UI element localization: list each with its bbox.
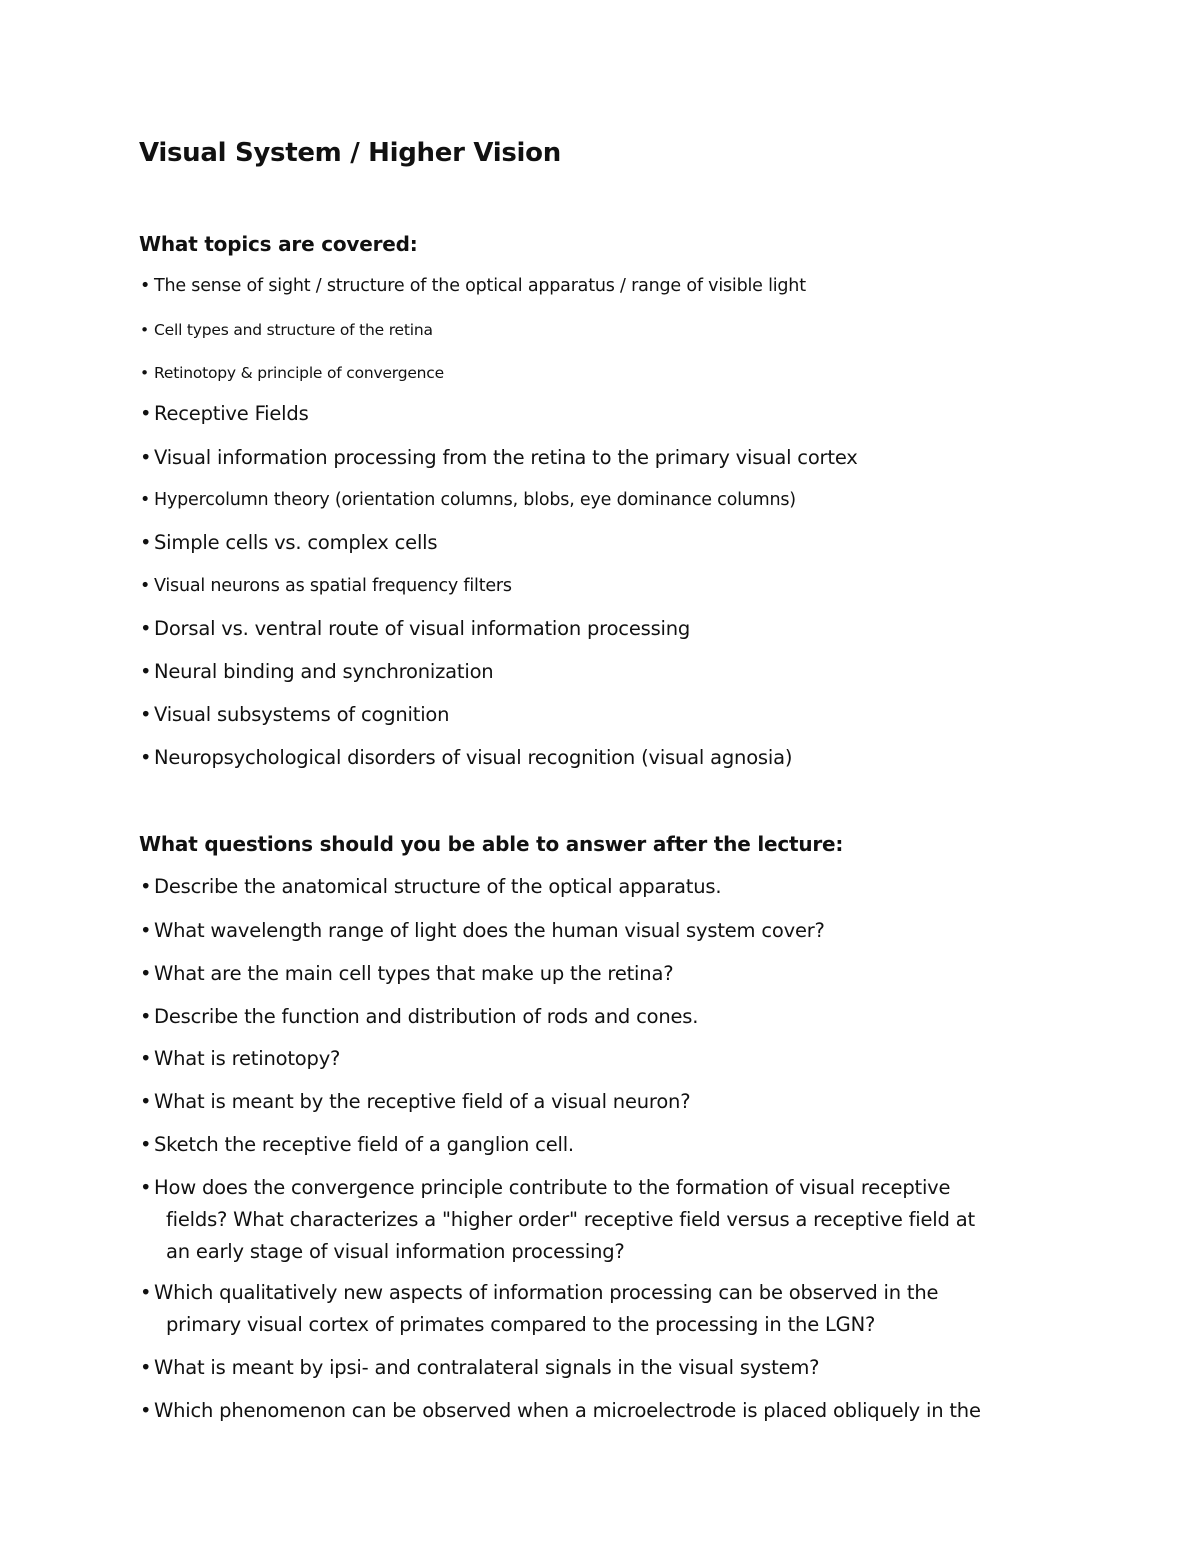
document-title: Visual System / Higher Vision: [139, 138, 561, 168]
bullet-icon: •: [140, 364, 149, 382]
bullet-icon: •: [140, 490, 151, 510]
bullet-icon: •: [140, 1005, 152, 1028]
bullet-icon: •: [140, 1281, 152, 1304]
bullet-icon: •: [140, 321, 149, 339]
topic-item: • Visual neurons as spatial frequency filters: [140, 576, 512, 596]
topic-item: • Visual information processing from the retina to the primary visual cortex: [140, 446, 858, 469]
topic-item: • Receptive Fields: [140, 402, 309, 425]
bullet-icon: •: [140, 1176, 152, 1199]
question-item: • What is meant by the receptive field of a visual neuron?: [140, 1086, 690, 1118]
bullet-icon: •: [140, 1356, 152, 1379]
bullet-icon: •: [140, 446, 152, 469]
topic-item: • Hypercolumn theory (orientation columns, blobs, eye dominance columns): [140, 490, 796, 510]
questions-heading: What questions should you be able to answer after the lecture:: [139, 832, 844, 856]
question-item: • Sketch the receptive field of a ganglion cell.: [140, 1129, 574, 1161]
question-item: • What is meant by ipsi- and contralateral signals in the visual system?: [140, 1352, 819, 1384]
bullet-icon: •: [140, 875, 152, 898]
topic-item: • The sense of sight / structure of the optical apparatus / range of visible light: [140, 276, 806, 296]
topic-item: • Neuropsychological disorders of visual recognition (visual agnosia): [140, 746, 793, 769]
topic-item: • Simple cells vs. complex cells: [140, 531, 438, 554]
topics-heading: What topics are covered:: [139, 232, 418, 256]
bullet-icon: •: [140, 402, 152, 425]
bullet-icon: •: [140, 962, 152, 985]
bullet-icon: •: [140, 1047, 152, 1070]
bullet-icon: •: [140, 1133, 152, 1156]
question-item: • Which qualitatively new aspects of information processing can be observed in the primary visual cortex of primates compared to the processing in the LGN?: [140, 1277, 938, 1341]
bullet-icon: •: [140, 746, 152, 769]
question-item: • Which phenomenon can be observed when a microelectrode is placed obliquely in the: [140, 1395, 981, 1427]
bullet-icon: •: [140, 919, 152, 942]
bullet-icon: •: [140, 531, 152, 554]
question-item: • How does the convergence principle contribute to the formation of visual receptive fields? What characterizes a "higher order" receptive field versus a receptive field at an early stage of visual information processing?: [140, 1172, 975, 1268]
bullet-icon: •: [140, 617, 152, 640]
question-item: • What is retinotopy?: [140, 1043, 340, 1075]
question-item: • Describe the function and distribution of rods and cones.: [140, 1001, 698, 1033]
question-item: • What are the main cell types that make up the retina?: [140, 958, 673, 990]
bullet-icon: •: [140, 660, 152, 683]
bullet-icon: •: [140, 576, 151, 596]
topic-item: • Visual subsystems of cognition: [140, 703, 450, 726]
bullet-icon: •: [140, 276, 151, 296]
question-item: • What wavelength range of light does the human visual system cover?: [140, 915, 825, 947]
bullet-icon: •: [140, 703, 152, 726]
bullet-icon: •: [140, 1399, 152, 1422]
topic-item: • Retinotopy & principle of convergence: [140, 364, 444, 382]
topic-item: • Cell types and structure of the retina: [140, 321, 433, 339]
bullet-icon: •: [140, 1090, 152, 1113]
topic-item: • Neural binding and synchronization: [140, 660, 494, 683]
question-item: • Describe the anatomical structure of the optical apparatus.: [140, 871, 721, 903]
topic-item: • Dorsal vs. ventral route of visual information processing: [140, 617, 691, 640]
